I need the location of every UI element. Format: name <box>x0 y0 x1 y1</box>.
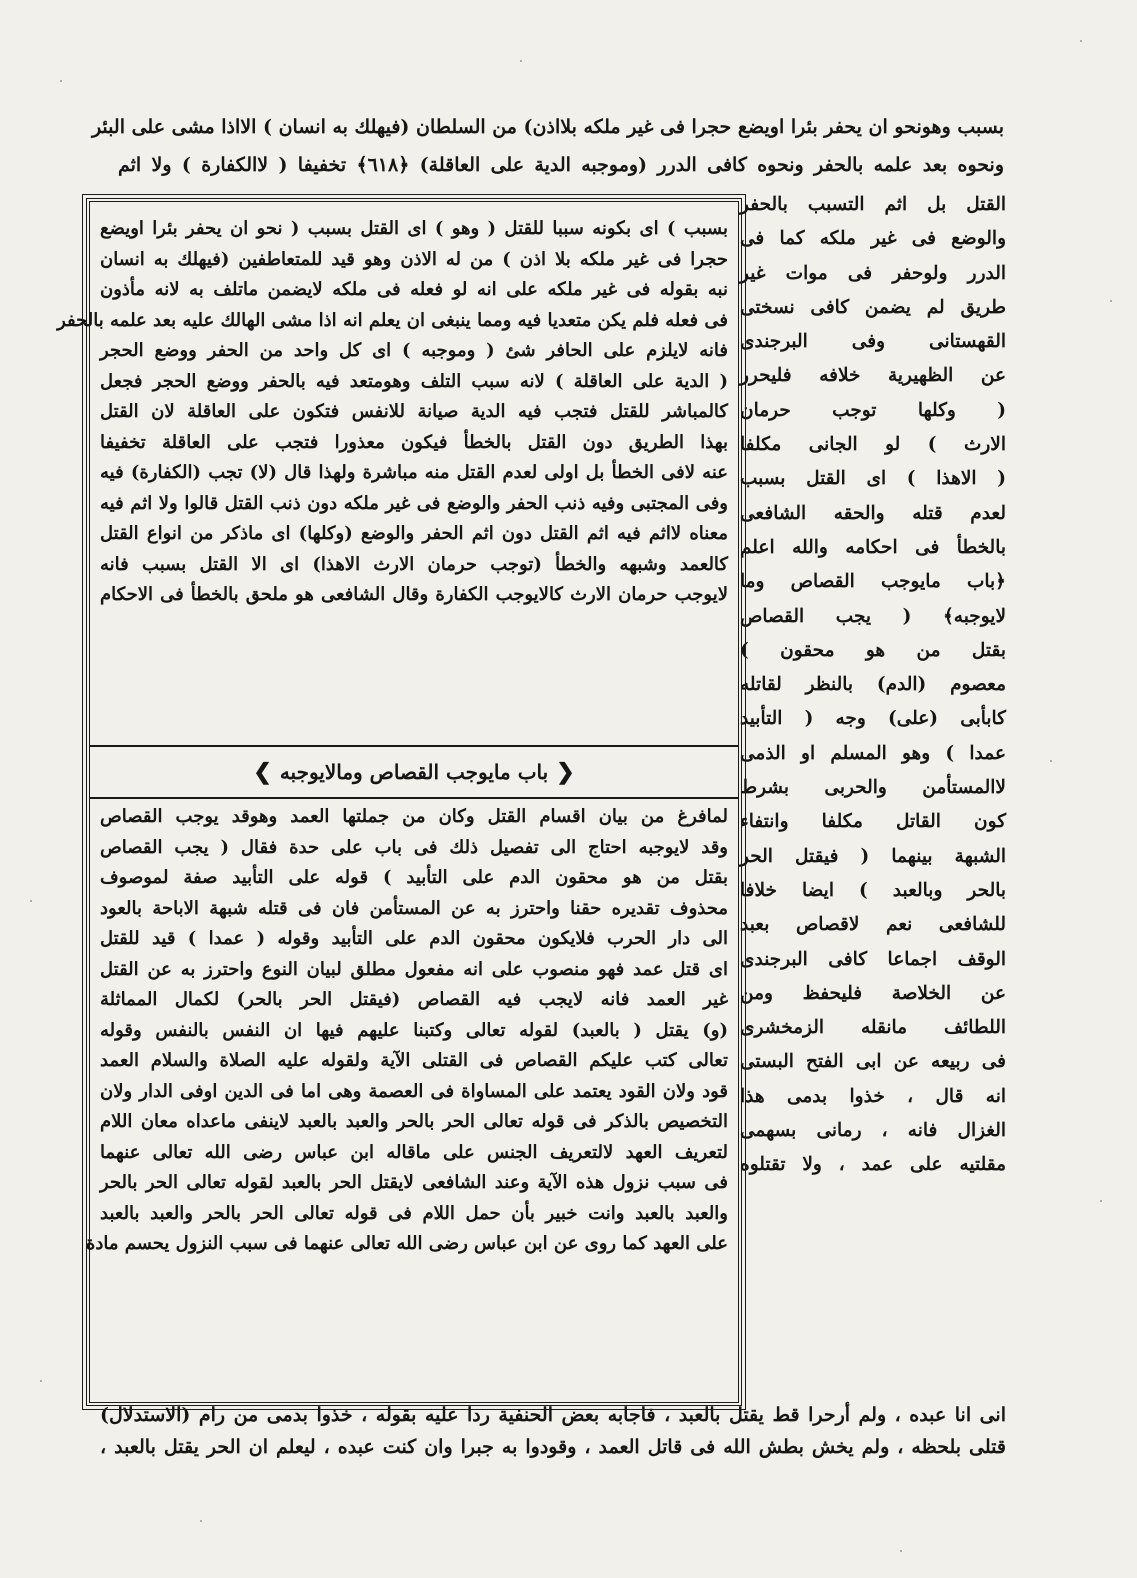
paper-speck <box>40 1380 42 1382</box>
text-line: فى ربيعه عن ابى الفتح البستى <box>740 1051 1006 1073</box>
paper-speck <box>1050 760 1052 762</box>
text-line: وقد لايوجبه احتاج الى تفصيل ذلك فى باب على حدة فقال ( يجب القصاص <box>100 836 728 858</box>
text-line: لمافرغ من بيان اقسام القتل وكان من جملتها العمد وهوقد يوجب القصاص <box>100 806 728 827</box>
text-line: لعدم قتله والحقه الشافعى <box>740 502 1006 524</box>
text-line: اى قتل عمد فهو منصوب على انه مفعول مطلق لبيان النوع واحترز به عن القتل <box>100 958 728 980</box>
text-line: اللطائف مانقله الزمخشرى <box>740 1017 1006 1039</box>
text-line: الشبهة بينهما ( فيقتل الحر <box>740 845 1006 867</box>
text-line: ( وكلها توجب حرمان <box>740 399 1006 421</box>
paper-speck <box>30 900 32 902</box>
text-line: (و) يقتل ( بالعبد) لقوله تعالى وكتبنا عليهم فيها ان النفس بالنفس وقوله <box>100 1019 728 1041</box>
text-line: فى سبب نزول هذه الآية وعند الشافعى لايقتل الحر بالعبد لقوله تعالى الحر بالحر <box>100 1172 728 1193</box>
text-line: قتلى بلحظه ، ولم يخش بطش الله فى قاتل العمد ، وقودوا به جبرا وان كنت عبده ، ليعلم ان الحر يقتل بالعبد ، <box>100 1436 1006 1458</box>
text-line: معناه لااثم فيه اثم القتل دون اثم الحفر والوضع (وكلها) اى ماذكر من انواع القتل <box>100 523 728 544</box>
text-line: ونحوه بعد علمه بالحفر ونحوه كافى الدرر (وموجبه الدية على العاقلة) ﴿٦١٨﴾ تخفيفا ( لاالكفارة ) ولا اثم <box>118 154 1004 176</box>
text-line: لاالمستأمن والحربى بشرط <box>740 777 1006 799</box>
text-line: لتعريف العهد لالتعريف الجنس على ماقاله ابن عباس رضى الله تعالى عنهما <box>100 1141 728 1163</box>
text-line: كالعمد وشبهه والخطأ (توجب حرمان الارث الاهذا) اى الا القتل بسبب فانه <box>100 553 728 575</box>
text-line: للشافعى نعم لاقصاص بعبد <box>740 914 1006 936</box>
text-line: فى فعله فلم يكن متعديا فيه ومما ينبغى ان يعلم انه اذا مشى الهالك عليه بعد علمه بالحفر <box>57 309 728 331</box>
text-line: الى دار الحرب فلايكون محقون الدم على التأبيد وقوله ( عمدا ) قيد للقتل <box>100 928 728 949</box>
text-line: الدرر ولوحفر فى موات غير <box>740 262 1006 284</box>
paper-speck <box>1110 300 1112 302</box>
text-line: بالخطأ فى احكامه والله اعلم <box>740 536 1006 558</box>
text-line: انى انا عبده ، ولم أرحرا قط يقتل بالعبد ، فاجابه بعض الحنفية ردا عليه بقوله ، خذوا بدمى من رام (الاستدلال) <box>100 1404 1006 1426</box>
text-line: فانه لايلزم على الحافر شئ ( وموجبه ) اى كل واحد من الحفر ووضع الحجر <box>100 340 728 361</box>
paper-speck <box>1080 40 1082 42</box>
text-line: نبه بقوله فى غير ملكه على انه لو فعله فى ملكه لايضمن ماتلف به لانه مأذون <box>100 279 728 300</box>
paper-speck <box>60 80 62 82</box>
paper-speck <box>1100 1200 1102 1202</box>
text-line: محذوف تقديره حقنا واحترز به عن المستأمن فان فى قتله شبهة الاباحة بالعود <box>100 897 728 919</box>
text-line: كون القاتل مكلفا وانتفاء <box>740 811 1006 833</box>
text-line: انه قال ، خذوا بدمى هذا <box>740 1085 1006 1107</box>
text-line: بالحر وبالعبد ) ايضا خلافا <box>740 879 1006 901</box>
text-line: ( الاهذا ) اى القتل بسبب <box>740 468 1006 490</box>
section-heading: باب مايوجب القصاص ومالايوجبه <box>279 760 549 784</box>
text-line: الوقف اجماعا كافى البرجندى <box>740 948 1006 970</box>
text-line: على العهد كما روى عن ابن عباس رضى الله تعالى عنهما فى سبب النزول يحسم مادة <box>85 1233 728 1254</box>
text-line: عمدا ) وهو المسلم او الذمى <box>740 742 1006 764</box>
commentary-lower <box>85 802 728 1260</box>
text-line: ( الدية على العاقلة ) لانه سبب التلف وهومتعد فيه بالحفر ووضع الحجر فجعل <box>100 370 728 392</box>
paper-speck <box>520 60 522 62</box>
text-line: كابأبى (على) وجه ( التأبيد <box>740 708 1006 730</box>
text-line: لايوجب حرمان الارث كالايوجب الكفارة وقال الشافعى هو ملحق بالخطأ فى الاحكام <box>100 584 728 605</box>
commentary-frame <box>57 198 742 1406</box>
paper-speck <box>900 1550 902 1552</box>
text-line: وفى المجتبى وفيه ذنب الحفر والوضع فى غير ملكه دون ذنب القتل قالوا ولا اثم فيه <box>100 492 728 514</box>
text-line: معصوم (الدم) بالنظر لقاتله <box>740 674 1006 696</box>
text-line: مقلتيه على عمد ، ولا تقتلوه <box>740 1154 1006 1176</box>
text-line: القهستانى وفى البرجندى <box>740 331 1006 353</box>
text-line: التخصيص بالذكر فى قوله تعالى الحر بالحر والعبد بالعبد لاينفى ماعداه معان اللام <box>100 1111 728 1132</box>
text-line: الارث ) لو الجانى مكلفا <box>740 434 1006 456</box>
commentary-upper <box>57 214 728 611</box>
text-line: تعالى كتب عليكم القصاص فى القتلى الآية ولقوله عليه الصلاة والسلام العمد <box>100 1050 728 1071</box>
paper-speck <box>200 1520 202 1522</box>
text-line: حجرا فى غير ملكه بلا اذن ) من له الاذن وهو قيد للمتعاطفين (فيهلك به انسان <box>100 248 728 270</box>
text-line: القتل بل اثم التسبب بالحفر <box>740 194 1006 215</box>
ornament-right-icon: ❮ <box>556 759 575 785</box>
text-line: طريق لم يضمن كافى نسختى <box>740 296 1006 318</box>
text-line: ﴿باب مايوجب القصاص وما <box>740 571 1006 593</box>
text-line: بقتل من هو محقون الدم على التأبيد ) قوله على التأبيد صفة لموصوف <box>100 867 728 888</box>
text-line: قود ولان القود يعتمد على المساواة فى العصمة وهى اما فى الدين اوفى الدار ولان <box>100 1080 728 1102</box>
text-line: غير العمد فانه لايجب فيه القصاص (فيقتل الحر بالحر) لكمال المماثلة <box>100 989 728 1010</box>
text-line: لايوجبه﴾ ( يجب القصاص <box>740 605 1006 627</box>
text-line: عن الخلاصة فليحفظ ومن <box>740 982 1006 1004</box>
text-line: الغزال فانه ، رمانى بسهمى <box>740 1120 1006 1142</box>
text-line: بهذا الطريق دون القتل بالخطأ فيكون معذورا فتجب على العاقلة تخفيفا <box>100 431 728 453</box>
text-line: بقتل من هو محقون ) <box>740 639 1006 661</box>
text-line: والوضع فى غير ملكه كما فى <box>740 228 1006 250</box>
text-line: كالمباشر للقتل فتجب فيه الدية صيانة للانفس فتكون على العاقلة لان القتل <box>100 401 728 422</box>
ornament-left-icon: ❯ <box>253 759 272 785</box>
text-line: عن الظهيرية خلافه فليحرر <box>740 365 1006 387</box>
text-line: بسبب وهونحو ان يحفر بئرا اويضع حجرا فى غير ملكه بلااذن) من السلطان (فيهلك به انسان ) الااذا مشى على البئر <box>91 116 1004 138</box>
text-line: بسبب ) اى بكونه سببا للقتل ( وهو ) اى القتل بسبب ( نحو ان يحفر بئرا اويضع <box>100 218 728 239</box>
side-matn-column <box>740 188 1006 1183</box>
text-line: عنه لافى الخطأ بل اولى لعدم القتل منه مباشرة ولهذا قال (لا) تجب (الكفارة) فيه <box>100 462 728 483</box>
text-line: والعبد بالعبد وانت خبير بأن حمل اللام فى قوله تعالى الحر بالحر والعبد بالعبد <box>100 1202 728 1224</box>
section-heading-bar <box>90 745 738 799</box>
